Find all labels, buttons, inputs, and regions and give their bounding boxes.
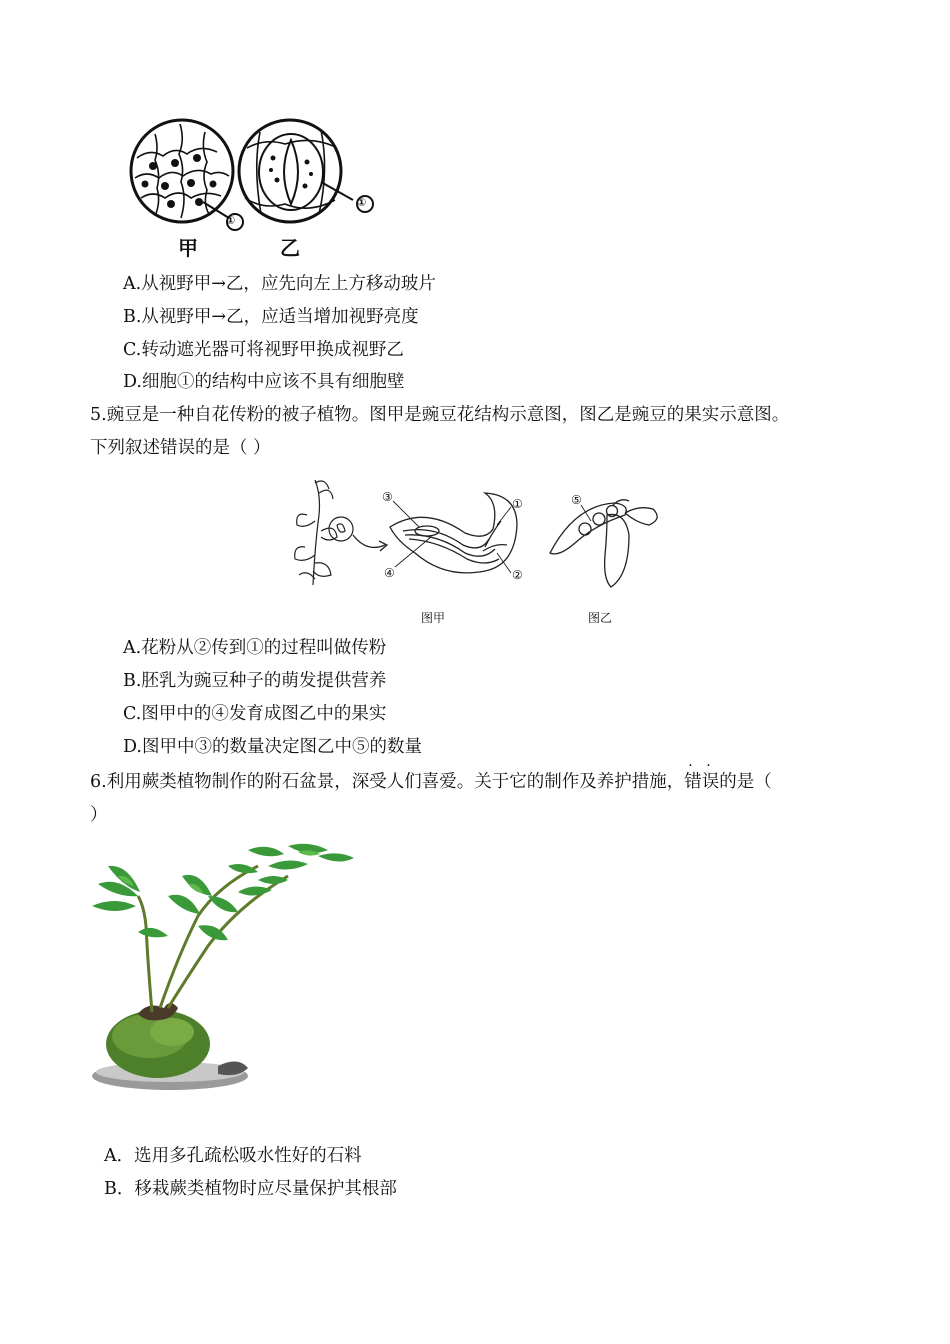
marker-1: ①: [512, 497, 523, 511]
marker-jia: ①: [226, 214, 236, 227]
q5-stem-line2: 下列叙述错误的是（ ）: [90, 438, 271, 458]
microscope-figure: [125, 118, 390, 258]
view-yi: [239, 120, 373, 222]
pea-plant-sketch: [295, 480, 353, 585]
q6-stem-emphasis: · · 错误: [684, 758, 720, 792]
q4-option-a: A.从视野甲→乙，应先向左上方移动玻片: [123, 274, 436, 294]
fern-fronds: [92, 844, 354, 940]
fern-highlights: [118, 850, 320, 894]
arrow-icon: [353, 535, 387, 551]
q5-option-d: D.图甲中③的数量决定图乙中⑤的数量: [123, 737, 422, 757]
marker-4: ④: [384, 566, 395, 580]
q4-option-c: C.转动遮光器可将视野甲换成视野乙: [123, 340, 404, 360]
pea-flower-figure: [285, 475, 670, 590]
q6-stem-line1: [90, 758, 772, 794]
q4-option-d: D.细胞①的结构中应该不具有细胞壁: [123, 372, 405, 392]
marker-3: ③: [382, 490, 393, 504]
q5-option-a: A.花粉从②传到①的过程叫做传粉: [123, 638, 387, 658]
q5-option-b: B.胚乳为豌豆种子的萌发提供营养: [123, 671, 387, 691]
q6-stem-line2: ）: [90, 805, 108, 825]
q6-stem-pre: 6.利用蕨类植物制作的附石盆景，深受人们喜爱。关于它的制作及养护措施，: [90, 772, 685, 792]
q5-option-c: C.图甲中的④发育成图乙中的果实: [123, 704, 387, 724]
moss-ball: [106, 1003, 210, 1078]
marker-5: ⑤: [571, 493, 582, 507]
pea-pod-sketch: [550, 500, 657, 587]
q5-stem-line1: 5.豌豆是一种自花传粉的被子植物。图甲是豌豆花结构示意图，图乙是豌豆的果实示意图。: [90, 405, 790, 425]
q6-option-b: B．移栽蕨类植物时应尽量保护其根部: [104, 1179, 397, 1199]
q6-option-a: A．选用多孔疏松吸水性好的石料: [104, 1146, 362, 1166]
label-jia: 甲: [178, 236, 198, 260]
q6-stem-emph-text: 错误: [684, 772, 720, 792]
caption-tu-jia: 图甲: [421, 611, 446, 625]
q6-stem-post: 的是（: [719, 772, 772, 792]
marker-2: ②: [512, 568, 523, 582]
fern-bonsai-photo: [88, 836, 360, 1104]
caption-tu-yi: 图乙: [588, 611, 613, 625]
flower-section: [390, 493, 517, 573]
q4-option-b: B.从视野甲→乙，应适当增加视野亮度: [123, 307, 419, 327]
label-yi: 乙: [280, 236, 300, 260]
marker-yi: ①: [357, 196, 367, 209]
